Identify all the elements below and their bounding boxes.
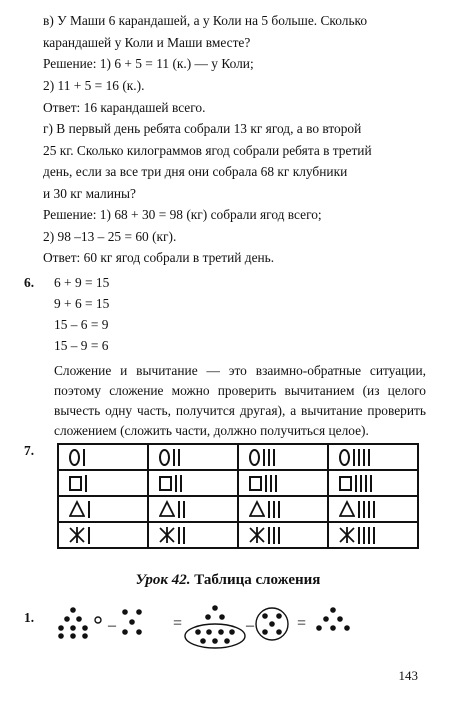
dot-group-3 (185, 605, 245, 648)
stick-mark (178, 501, 180, 518)
square-symbol (69, 476, 82, 491)
triangle-symbol (69, 500, 85, 518)
problem-g-answer: Ответ: 60 кг ягод собрали в третий день. (43, 250, 275, 265)
operator-minus-1: – (108, 617, 116, 634)
grid-cell (238, 470, 328, 496)
stick-mark (273, 501, 275, 518)
problem-v-line-1: в) У Маши 6 карандашей, а у Коли на 5 больше. Сколько (43, 13, 368, 28)
grid-cell (58, 470, 148, 496)
grid-cell (238, 496, 328, 522)
dot-group-2 (122, 609, 142, 635)
stick-mark (363, 449, 365, 466)
page-number: 143 (398, 668, 418, 683)
star-symbol (159, 526, 175, 544)
triangle-symbol (159, 500, 175, 518)
dot-group-5 (316, 607, 350, 631)
task-6-equation-3: 15 – 6 = 9 (54, 317, 109, 332)
stick-mark (263, 449, 265, 466)
stick-mark (278, 527, 280, 544)
problem-v-step-2: 2) 11 + 5 = 16 (к.). (43, 78, 145, 93)
problem-g-line-1: г) В первый день ребята собрали 13 кг ягод, а во второй (43, 121, 362, 136)
grid-cell (148, 496, 238, 522)
grid-cell (238, 522, 328, 548)
stick-mark (175, 475, 177, 492)
task-6-number: 6. (24, 275, 35, 290)
stick-mark (363, 527, 365, 544)
stick-mark (265, 475, 267, 492)
task-6-equation-1: 6 + 9 = 15 (54, 275, 110, 290)
operator-equals-2: = (297, 615, 307, 632)
grid-cell (58, 522, 148, 548)
task-6-equation-2: 9 + 6 = 15 (54, 296, 110, 311)
grid-cell (58, 444, 148, 470)
dot-group-1 (58, 607, 101, 639)
star-symbol (69, 526, 85, 544)
stick-mark (363, 501, 365, 518)
stick-mark (85, 475, 87, 492)
grid-cell (148, 470, 238, 496)
stick-mark (88, 527, 90, 544)
problem-g-line-2: 25 кг. Сколько килограммов ягод собрали ребята в третий (43, 143, 372, 158)
stick-mark (270, 475, 272, 492)
stick-mark (360, 475, 362, 492)
star-symbol (249, 526, 265, 544)
stick-mark (183, 501, 185, 518)
problem-v-answer: Ответ: 16 карандашей всего. (43, 100, 206, 115)
square-symbol (249, 476, 262, 491)
grid-cell (328, 470, 418, 496)
grid-cell (148, 444, 238, 470)
stick-mark (278, 501, 280, 518)
triangle-symbol (339, 500, 355, 518)
star-symbol (339, 526, 355, 544)
stick-mark (355, 475, 357, 492)
grid-cell (328, 444, 418, 470)
symbol-grid (57, 443, 419, 549)
circle-symbol (249, 449, 260, 466)
circle-symbol (159, 449, 170, 466)
stick-mark (268, 527, 270, 544)
problem-g-solution: Решение: 1) 68 + 30 = 98 (кг) собрали ягод всего; (43, 207, 322, 222)
grid-cell (328, 522, 418, 548)
stick-mark (370, 475, 372, 492)
grid-row (58, 444, 418, 470)
task-6-equation-4: 15 – 9 = 6 (54, 338, 109, 353)
problem-v-solution: Решение: 1) 6 + 5 = 11 (к.) — у Коли; (43, 56, 254, 71)
task-6-explanation: Сложение и вычитание — это взаимно-обратные ситуации, поэтому сложение можно проверить вычитанием (из целого вычесть одну часть, получится другая), а вычитание проверить сложением (сложить части, должно получиться целое). (54, 363, 426, 438)
stick-mark (180, 475, 182, 492)
stick-mark (273, 527, 275, 544)
dot-group-4 (256, 608, 288, 640)
stick-mark (275, 475, 277, 492)
stick-mark (373, 527, 375, 544)
lesson-title (0, 572, 456, 589)
operator-equals-1: = (173, 615, 183, 632)
stick-mark (358, 501, 360, 518)
stick-mark (353, 449, 355, 466)
problem-g-line-3: день, если за все три дня они собрала 68 кг клубники (43, 164, 348, 179)
stick-mark (268, 449, 270, 466)
grid-row (58, 470, 418, 496)
stick-mark (368, 527, 370, 544)
stick-mark (368, 449, 370, 466)
operator-minus-2: – (246, 617, 254, 634)
stick-mark (273, 449, 275, 466)
grid-cell (238, 444, 328, 470)
grid-cell (148, 522, 238, 548)
square-symbol (159, 476, 172, 491)
task-7-number: 7. (24, 443, 35, 458)
task-1-number: 1. (24, 610, 35, 625)
stick-mark (183, 527, 185, 544)
stick-mark (88, 501, 90, 518)
stick-mark (178, 449, 180, 466)
square-symbol (339, 476, 352, 491)
stick-mark (83, 449, 85, 466)
stick-mark (358, 527, 360, 544)
stick-mark (368, 501, 370, 518)
problem-g-line-4: и 30 кг малины? (43, 186, 136, 201)
lesson-prefix: Урок 42. (135, 572, 191, 588)
lesson-name: Таблица сложения (194, 572, 321, 588)
grid-row (58, 522, 418, 548)
stick-mark (173, 449, 175, 466)
stick-mark (178, 527, 180, 544)
circle-symbol (69, 449, 80, 466)
grid-cell (328, 496, 418, 522)
circle-symbol (339, 449, 350, 466)
stick-mark (373, 501, 375, 518)
stick-mark (365, 475, 367, 492)
grid-row (58, 496, 418, 522)
problem-v-line-2: карандашей у Коли и Маши вместе? (43, 35, 251, 50)
grid-cell (58, 496, 148, 522)
problem-g-step-2: 2) 98 –13 – 25 = 60 (кг). (43, 229, 177, 244)
dot-diagram (55, 598, 375, 668)
triangle-symbol (249, 500, 265, 518)
stick-mark (358, 449, 360, 466)
stick-mark (268, 501, 270, 518)
